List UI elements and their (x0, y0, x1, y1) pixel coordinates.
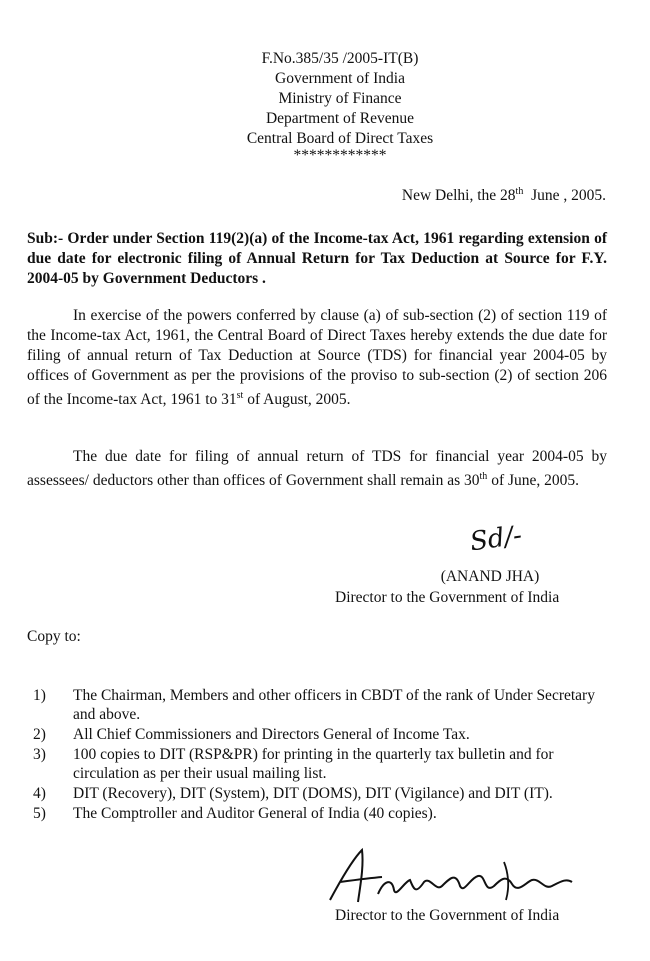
paragraph-1 (27, 306, 607, 410)
handwritten-signature (300, 842, 600, 912)
list-item-text: 100 copies to DIT (RSP&PR) for printing in the quarterly tax bulletin and for circulation as per their usual mailing list. (73, 746, 554, 782)
signatory-name: (ANAND JHA) (440, 568, 540, 585)
copy-to-list (27, 686, 612, 824)
subject: Sub:- Order under Section 119(2)(a) of the Income-tax Act, 1961 regarding extension of due date for electronic filing of Annual Return for Tax Deduction at Source for F.Y. 2004-05 by Government Deductors . (27, 230, 607, 287)
date-prefix: New Delhi, the 28 (401, 187, 516, 205)
file-number: F.No.385/35 /2005-IT(B) (261, 50, 419, 67)
paragraph-2-text: The due date for filing of annual return of TDS for financial year 2004-05 by assessees/ deductors other than offices of Government shall remain as 30 (27, 448, 607, 490)
closing-signatory-title: Director to the Government of India (335, 907, 560, 924)
paragraph-1-sup: st (236, 390, 244, 401)
paragraph-1-tail: of August, 2005. (243, 391, 351, 409)
paragraph-2 (27, 447, 607, 491)
header-board: Central Board of Direct Taxes (246, 130, 434, 147)
list-item (27, 745, 612, 783)
copy-to-label: Copy to: (27, 628, 81, 645)
header-stars: ************ (293, 147, 387, 164)
paragraph-2-tail: of June, 2005. (487, 472, 580, 490)
date-sup: th (515, 186, 524, 197)
signature-mark: Sd/- (468, 520, 524, 558)
list-item-text: All Chief Commissioners and Directors General of Income Tax. (73, 726, 470, 743)
list-item-number: 2) (33, 726, 46, 743)
list-item-number: 4) (33, 785, 46, 802)
list-item-number: 1) (33, 687, 46, 704)
list-item-number: 5) (33, 805, 46, 822)
list-item-text: The Comptroller and Auditor General of India (40 copies). (73, 805, 437, 822)
paragraph-1-text: In exercise of the powers conferred by clause (a) of sub-section (2) of section 119 of the Income-tax Act, 1961, the Central Board of Direct Taxes hereby extends the due date for filing of annual return of Tax Deduction at Source (TDS) for financial year 2004-05 by offices of Government as per the provisions of the proviso to sub-section (2) of section 206 of the Income-tax Act, 1961 to 31 (27, 307, 607, 409)
date-suffix: June , 2005. (523, 187, 606, 205)
header-government: Government of India (275, 70, 405, 87)
issue-date (300, 186, 606, 205)
list-item-number: 3) (33, 746, 46, 763)
list-item (27, 686, 612, 724)
signatory-title: Director to the Government of India (335, 589, 560, 606)
list-item-text: The Chairman, Members and other officers in CBDT of the rank of Under Secretary and above. (73, 687, 595, 723)
paragraph-2-sup: th (479, 471, 488, 482)
list-item (27, 725, 612, 744)
header-department: Department of Revenue (265, 110, 415, 127)
list-item (27, 804, 612, 823)
list-item (27, 784, 612, 803)
list-item-text: DIT (Recovery), DIT (System), DIT (DOMS), DIT (Vigilance) and DIT (IT). (73, 785, 553, 802)
letterhead (150, 49, 530, 163)
header-ministry: Ministry of Finance (278, 90, 402, 107)
